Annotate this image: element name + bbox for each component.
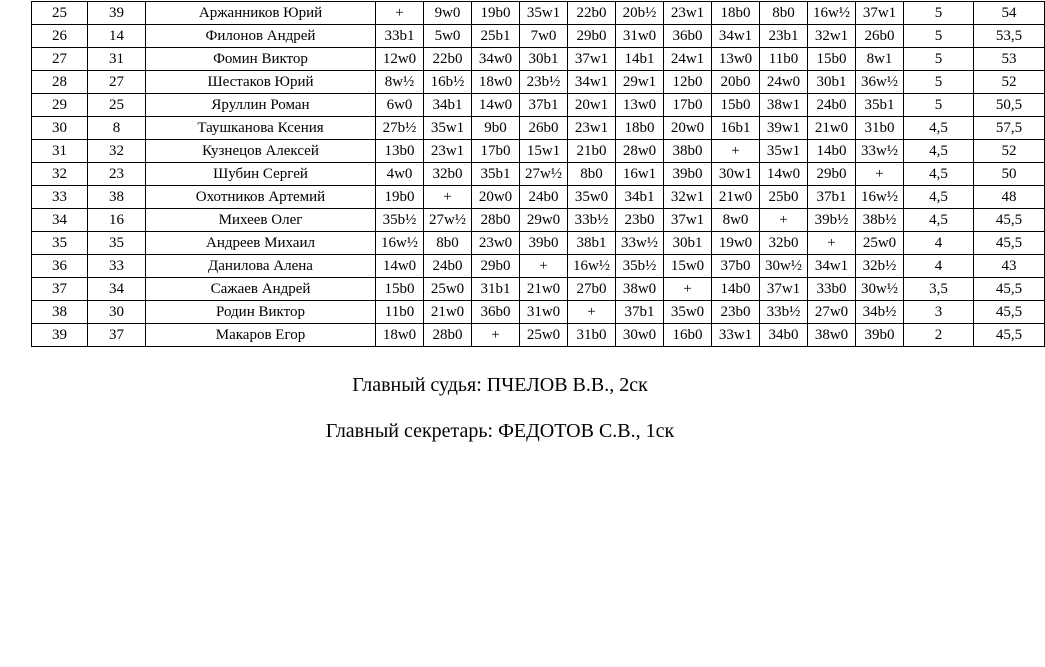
points-cell: 5: [904, 48, 974, 71]
round-result-cell: 26b0: [856, 25, 904, 48]
round-result-cell: 37w1: [856, 2, 904, 25]
round-result-cell: 23b1: [760, 25, 808, 48]
round-result-cell: 34w0: [472, 48, 520, 71]
round-result-cell: 5w0: [424, 25, 472, 48]
tiebreak-cell: 50,5: [974, 94, 1045, 117]
round-result-cell: 35w0: [664, 301, 712, 324]
round-result-cell: 25w0: [856, 232, 904, 255]
round-result-cell: 32b½: [856, 255, 904, 278]
round-result-cell: 15w0: [664, 255, 712, 278]
table-row: [32, 25, 1045, 48]
place-cell: 34: [32, 209, 88, 232]
round-result-cell: 16b1: [712, 117, 760, 140]
tiebreak-cell: 43: [974, 255, 1045, 278]
round-result-cell: 29w1: [616, 71, 664, 94]
round-result-cell: 23b½: [520, 71, 568, 94]
round-result-cell: +: [760, 209, 808, 232]
round-result-cell: 11b0: [760, 48, 808, 71]
round-result-cell: 25w0: [520, 324, 568, 347]
tiebreak-cell: 45,5: [974, 301, 1045, 324]
round-result-cell: 38w0: [616, 278, 664, 301]
round-result-cell: 20w1: [568, 94, 616, 117]
round-result-cell: 19b0: [376, 186, 424, 209]
standings-table: [31, 1, 1045, 347]
table-row: [32, 278, 1045, 301]
round-result-cell: 29b0: [472, 255, 520, 278]
player-name-cell: Михеев Олег: [146, 209, 376, 232]
player-name-cell: Фомин Виктор: [146, 48, 376, 71]
round-result-cell: 21b0: [568, 140, 616, 163]
round-result-cell: 13b0: [376, 140, 424, 163]
round-result-cell: 37w1: [760, 278, 808, 301]
table-row: [32, 94, 1045, 117]
round-result-cell: 14w0: [760, 163, 808, 186]
round-result-cell: 27b0: [568, 278, 616, 301]
round-result-cell: 8w0: [712, 209, 760, 232]
round-result-cell: 31b0: [568, 324, 616, 347]
player-name-cell: Шубин Сергей: [146, 163, 376, 186]
tiebreak-cell: 53: [974, 48, 1045, 71]
round-result-cell: 30w½: [856, 278, 904, 301]
round-result-cell: 37b0: [712, 255, 760, 278]
round-result-cell: 39b0: [664, 163, 712, 186]
round-result-cell: 39b0: [520, 232, 568, 255]
player-name-cell: Сажаев Андрей: [146, 278, 376, 301]
player-name-cell: Макаров Егор: [146, 324, 376, 347]
round-result-cell: 39b½: [808, 209, 856, 232]
tiebreak-cell: 52: [974, 140, 1045, 163]
place-cell: 31: [32, 140, 88, 163]
round-result-cell: 30w½: [760, 255, 808, 278]
place-cell: 36: [32, 255, 88, 278]
round-result-cell: 15b0: [712, 94, 760, 117]
round-result-cell: +: [424, 186, 472, 209]
round-result-cell: 36b0: [472, 301, 520, 324]
points-cell: 4,5: [904, 186, 974, 209]
start-number-cell: 23: [88, 163, 146, 186]
points-cell: 5: [904, 94, 974, 117]
round-result-cell: 37b1: [520, 94, 568, 117]
tiebreak-cell: 54: [974, 2, 1045, 25]
round-result-cell: 9b0: [472, 117, 520, 140]
start-number-cell: 33: [88, 255, 146, 278]
round-result-cell: 16w½: [856, 186, 904, 209]
start-number-cell: 34: [88, 278, 146, 301]
round-result-cell: 12b0: [664, 71, 712, 94]
round-result-cell: 14b0: [808, 140, 856, 163]
table-row: [32, 301, 1045, 324]
round-result-cell: 8w½: [376, 71, 424, 94]
start-number-cell: 35: [88, 232, 146, 255]
round-result-cell: 37w1: [664, 209, 712, 232]
round-result-cell: 26b0: [520, 117, 568, 140]
round-result-cell: 24b0: [424, 255, 472, 278]
round-result-cell: +: [568, 301, 616, 324]
round-result-cell: 38b1: [568, 232, 616, 255]
round-result-cell: 29b0: [568, 25, 616, 48]
round-result-cell: 16w½: [376, 232, 424, 255]
round-result-cell: 15b0: [808, 48, 856, 71]
chief-secretary-signature: Главный секретарь: ФЕДОТОВ С.В., 1ск: [325, 420, 675, 442]
round-result-cell: 17b0: [664, 94, 712, 117]
round-result-cell: 19w0: [712, 232, 760, 255]
tiebreak-cell: 57,5: [974, 117, 1045, 140]
round-result-cell: 25b1: [472, 25, 520, 48]
place-cell: 32: [32, 163, 88, 186]
round-result-cell: 16w½: [808, 2, 856, 25]
round-result-cell: 8w1: [856, 48, 904, 71]
table-row: [32, 140, 1045, 163]
round-result-cell: +: [856, 163, 904, 186]
round-result-cell: 21w0: [808, 117, 856, 140]
tiebreak-cell: 45,5: [974, 209, 1045, 232]
points-cell: 3: [904, 301, 974, 324]
round-result-cell: 32w1: [664, 186, 712, 209]
round-result-cell: 30b1: [808, 71, 856, 94]
round-result-cell: 34b½: [856, 301, 904, 324]
player-name-cell: Родин Виктор: [146, 301, 376, 324]
round-result-cell: 38b0: [664, 140, 712, 163]
round-result-cell: 28b0: [424, 324, 472, 347]
round-result-cell: 23w1: [568, 117, 616, 140]
start-number-cell: 31: [88, 48, 146, 71]
round-result-cell: 34w1: [808, 255, 856, 278]
player-name-cell: Андреев Михаил: [146, 232, 376, 255]
round-result-cell: 14w0: [472, 94, 520, 117]
round-result-cell: 17b0: [472, 140, 520, 163]
round-result-cell: 8b0: [424, 232, 472, 255]
table-row: [32, 163, 1045, 186]
chief-judge-signature: Главный судья: ПЧЕЛОВ В.В., 2ск: [352, 374, 648, 396]
round-result-cell: 20w0: [472, 186, 520, 209]
round-result-cell: +: [472, 324, 520, 347]
points-cell: 5: [904, 2, 974, 25]
round-result-cell: 29b0: [808, 163, 856, 186]
round-result-cell: 29w0: [520, 209, 568, 232]
round-result-cell: 6w0: [376, 94, 424, 117]
place-cell: 35: [32, 232, 88, 255]
place-cell: 37: [32, 278, 88, 301]
round-result-cell: 30w0: [616, 324, 664, 347]
round-result-cell: 4w0: [376, 163, 424, 186]
round-result-cell: 18b0: [712, 2, 760, 25]
round-result-cell: 38w0: [808, 324, 856, 347]
start-number-cell: 37: [88, 324, 146, 347]
round-result-cell: 28w0: [616, 140, 664, 163]
player-name-cell: Кузнецов Алексей: [146, 140, 376, 163]
points-cell: 4,5: [904, 117, 974, 140]
table-row: [32, 324, 1045, 347]
round-result-cell: 37b1: [808, 186, 856, 209]
round-result-cell: 34w1: [568, 71, 616, 94]
round-result-cell: 18w0: [376, 324, 424, 347]
round-result-cell: 23b0: [712, 301, 760, 324]
place-cell: 33: [32, 186, 88, 209]
table-row: [32, 48, 1045, 71]
round-result-cell: 39b0: [856, 324, 904, 347]
round-result-cell: 15b0: [376, 278, 424, 301]
place-cell: 26: [32, 25, 88, 48]
points-cell: 3,5: [904, 278, 974, 301]
place-cell: 30: [32, 117, 88, 140]
table-row: [32, 71, 1045, 94]
round-result-cell: 9w0: [424, 2, 472, 25]
round-result-cell: 38b½: [856, 209, 904, 232]
tiebreak-cell: 45,5: [974, 278, 1045, 301]
round-result-cell: 23w1: [424, 140, 472, 163]
points-cell: 4,5: [904, 163, 974, 186]
round-result-cell: 20b0: [712, 71, 760, 94]
round-result-cell: 30w1: [712, 163, 760, 186]
tiebreak-cell: 45,5: [974, 324, 1045, 347]
player-name-cell: Аржанников Юрий: [146, 2, 376, 25]
round-result-cell: 24w1: [664, 48, 712, 71]
tiebreak-cell: 53,5: [974, 25, 1045, 48]
points-cell: 4,5: [904, 209, 974, 232]
round-result-cell: 27b½: [376, 117, 424, 140]
round-result-cell: 22b0: [424, 48, 472, 71]
round-result-cell: 36b0: [664, 25, 712, 48]
points-cell: 2: [904, 324, 974, 347]
table-row: [32, 232, 1045, 255]
round-result-cell: 30b1: [664, 232, 712, 255]
start-number-cell: 39: [88, 2, 146, 25]
round-result-cell: 27w½: [424, 209, 472, 232]
round-result-cell: 14b0: [712, 278, 760, 301]
round-result-cell: 31w0: [520, 301, 568, 324]
place-cell: 27: [32, 48, 88, 71]
round-result-cell: 33b1: [376, 25, 424, 48]
round-result-cell: 34b0: [760, 324, 808, 347]
round-result-cell: +: [376, 2, 424, 25]
tiebreak-cell: 48: [974, 186, 1045, 209]
round-result-cell: 35w1: [760, 140, 808, 163]
table-row: [32, 255, 1045, 278]
round-result-cell: 37w1: [568, 48, 616, 71]
round-result-cell: 35w1: [424, 117, 472, 140]
round-result-cell: 11b0: [376, 301, 424, 324]
round-result-cell: 35b½: [376, 209, 424, 232]
round-result-cell: 32w1: [808, 25, 856, 48]
points-cell: 5: [904, 25, 974, 48]
start-number-cell: 27: [88, 71, 146, 94]
place-cell: 38: [32, 301, 88, 324]
player-name-cell: Яруллин Роман: [146, 94, 376, 117]
round-result-cell: +: [712, 140, 760, 163]
round-result-cell: 23b0: [616, 209, 664, 232]
round-result-cell: 24w0: [760, 71, 808, 94]
place-cell: 28: [32, 71, 88, 94]
round-result-cell: 31b1: [472, 278, 520, 301]
round-result-cell: 21w0: [520, 278, 568, 301]
round-result-cell: 33w½: [616, 232, 664, 255]
points-cell: 4: [904, 255, 974, 278]
round-result-cell: 16w½: [568, 255, 616, 278]
round-result-cell: 27w0: [808, 301, 856, 324]
place-cell: 39: [32, 324, 88, 347]
round-result-cell: 21w0: [424, 301, 472, 324]
table-row: [32, 186, 1045, 209]
round-result-cell: 24b0: [808, 94, 856, 117]
round-result-cell: 33w½: [856, 140, 904, 163]
round-result-cell: 18w0: [472, 71, 520, 94]
round-result-cell: 24b0: [520, 186, 568, 209]
round-result-cell: 34b1: [616, 186, 664, 209]
round-result-cell: 27w½: [520, 163, 568, 186]
round-result-cell: 25w0: [424, 278, 472, 301]
round-result-cell: 23w1: [664, 2, 712, 25]
round-result-cell: 13w0: [616, 94, 664, 117]
round-result-cell: 33w1: [712, 324, 760, 347]
player-name-cell: Данилова Алена: [146, 255, 376, 278]
round-result-cell: 19b0: [472, 2, 520, 25]
round-result-cell: 31w0: [616, 25, 664, 48]
round-result-cell: 15w1: [520, 140, 568, 163]
round-result-cell: 12w0: [376, 48, 424, 71]
round-result-cell: 33b½: [760, 301, 808, 324]
player-name-cell: Таушканова Ксения: [146, 117, 376, 140]
round-result-cell: 28b0: [472, 209, 520, 232]
points-cell: 4: [904, 232, 974, 255]
round-result-cell: 23w0: [472, 232, 520, 255]
points-cell: 5: [904, 71, 974, 94]
round-result-cell: 35w0: [568, 186, 616, 209]
round-result-cell: +: [520, 255, 568, 278]
start-number-cell: 16: [88, 209, 146, 232]
start-number-cell: 25: [88, 94, 146, 117]
round-result-cell: +: [808, 232, 856, 255]
round-result-cell: 31b0: [856, 117, 904, 140]
standings-body: [32, 2, 1045, 347]
round-result-cell: 34w1: [712, 25, 760, 48]
round-result-cell: 37b1: [616, 301, 664, 324]
round-result-cell: 38w1: [760, 94, 808, 117]
round-result-cell: 35b1: [472, 163, 520, 186]
round-result-cell: 35b½: [616, 255, 664, 278]
tiebreak-cell: 45,5: [974, 232, 1045, 255]
start-number-cell: 32: [88, 140, 146, 163]
round-result-cell: 16w1: [616, 163, 664, 186]
round-result-cell: 25b0: [760, 186, 808, 209]
player-name-cell: Шестаков Юрий: [146, 71, 376, 94]
points-cell: 4,5: [904, 140, 974, 163]
player-name-cell: Филонов Андрей: [146, 25, 376, 48]
round-result-cell: 16b½: [424, 71, 472, 94]
round-result-cell: 16b0: [664, 324, 712, 347]
round-result-cell: 13w0: [712, 48, 760, 71]
round-result-cell: 35w1: [520, 2, 568, 25]
place-cell: 25: [32, 2, 88, 25]
round-result-cell: 20b½: [616, 2, 664, 25]
round-result-cell: 7w0: [520, 25, 568, 48]
player-name-cell: Охотников Артемий: [146, 186, 376, 209]
start-number-cell: 38: [88, 186, 146, 209]
round-result-cell: 8b0: [568, 163, 616, 186]
table-row: [32, 117, 1045, 140]
round-result-cell: 14b1: [616, 48, 664, 71]
start-number-cell: 8: [88, 117, 146, 140]
round-result-cell: 34b1: [424, 94, 472, 117]
table-row: [32, 209, 1045, 232]
round-result-cell: 32b0: [760, 232, 808, 255]
round-result-cell: 39w1: [760, 117, 808, 140]
round-result-cell: 33b½: [568, 209, 616, 232]
round-result-cell: 36w½: [856, 71, 904, 94]
round-result-cell: 21w0: [712, 186, 760, 209]
round-result-cell: 22b0: [568, 2, 616, 25]
start-number-cell: 14: [88, 25, 146, 48]
round-result-cell: 8b0: [760, 2, 808, 25]
round-result-cell: 14w0: [376, 255, 424, 278]
round-result-cell: 20w0: [664, 117, 712, 140]
place-cell: 29: [32, 94, 88, 117]
round-result-cell: 30b1: [520, 48, 568, 71]
table-row: [32, 2, 1045, 25]
round-result-cell: 33b0: [808, 278, 856, 301]
round-result-cell: 32b0: [424, 163, 472, 186]
tiebreak-cell: 50: [974, 163, 1045, 186]
round-result-cell: 18b0: [616, 117, 664, 140]
start-number-cell: 30: [88, 301, 146, 324]
tiebreak-cell: 52: [974, 71, 1045, 94]
round-result-cell: 35b1: [856, 94, 904, 117]
round-result-cell: +: [664, 278, 712, 301]
